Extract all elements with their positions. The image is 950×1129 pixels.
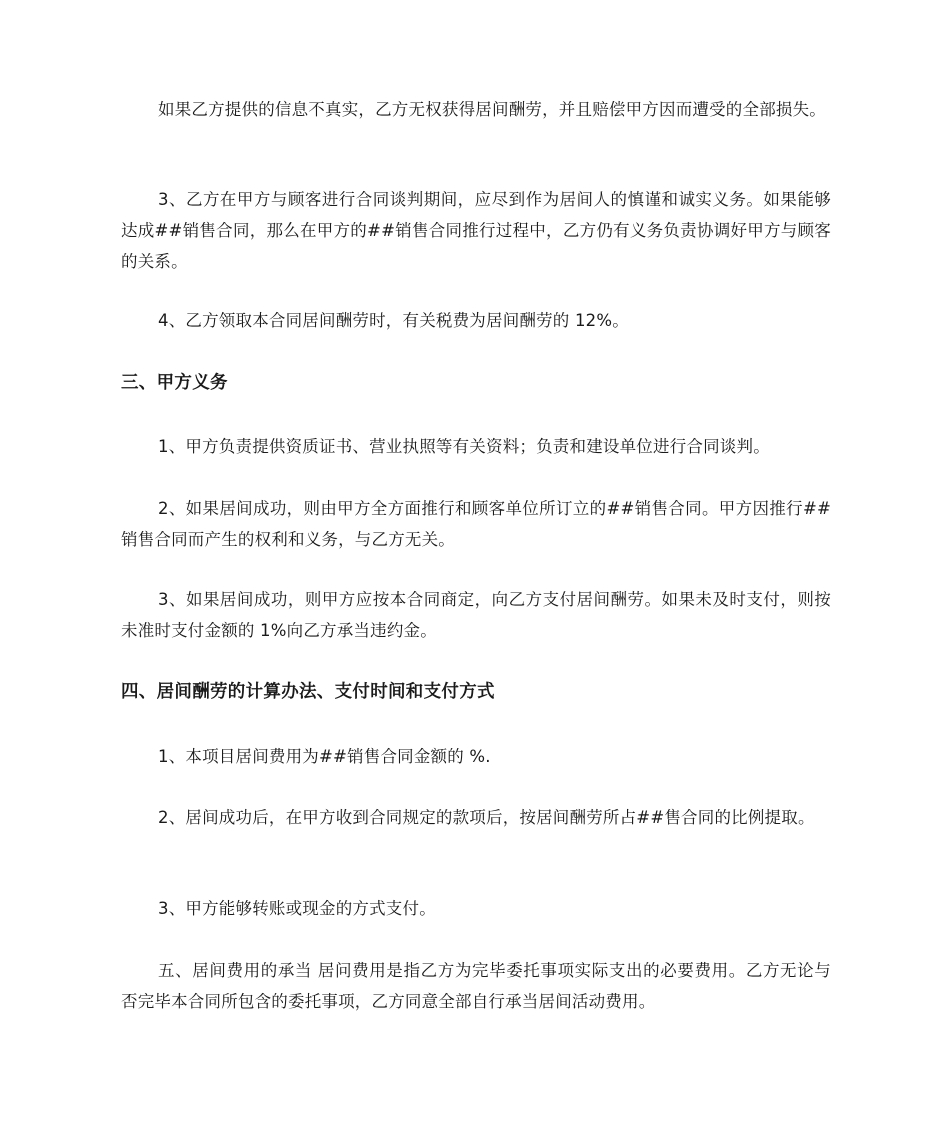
paragraph-section-five: 五、居间费用的承当 居问费用是指乙方为完毕委托事项实际支出的必要费用。乙方无论与否完毕本合同所包含的委托事项，乙方同意全部自行承当居间活动费用。: [121, 961, 831, 1011]
section-heading-compensation: 四、居间酬劳的计算办法、支付时间和支付方式: [121, 682, 495, 702]
paragraph-a-duty-1: 1、甲方负责提供资质证书、营业执照等有关资料；负责和建设单位进行合同谈判。: [158, 437, 770, 456]
paragraph-compensation-2: 2、居间成功后，在甲方收到合同规定的款项后，按居间酬劳所占##售合同的比例提取。: [158, 808, 815, 827]
paragraph-compensation-loss: 如果乙方提供的信息不真实，乙方无权获得居间酬劳，并且赔偿甲方因而遭受的全部损失。: [158, 100, 826, 119]
paragraph-a-duty-2: 2、如果居间成功，则由甲方全方面推行和顾客单位所订立的##销售合同。甲方因推行##销售合同而产生的权利和义务，与乙方无关。: [121, 499, 831, 549]
paragraph-b-duty-4: 4、乙方领取本合同居间酬劳时，有关税费为居间酬劳的 12%。: [158, 311, 629, 330]
paragraph-compensation-3: 3、甲方能够转账或现金的方式支付。: [158, 899, 436, 918]
paragraph-compensation-1: 1、本项目居间费用为##销售合同金额的 %.: [158, 747, 491, 766]
section-heading-party-a-duties: 三、甲方义务: [121, 373, 228, 393]
paragraph-b-duty-3: 3、乙方在甲方与顾客进行合同谈判期间，应尽到作为居间人的慎谨和诚实义务。如果能够达成##销售合同，那么在甲方的##销售合同推行过程中，乙方仍有义务负责协调好甲方与顾客的关系。: [121, 190, 831, 271]
paragraph-a-duty-3: 3、如果居间成功，则甲方应按本合同商定，向乙方支付居间酬劳。如果未及时支付，则按未准时支付金额的 1%向乙方承当违约金。: [121, 590, 831, 640]
